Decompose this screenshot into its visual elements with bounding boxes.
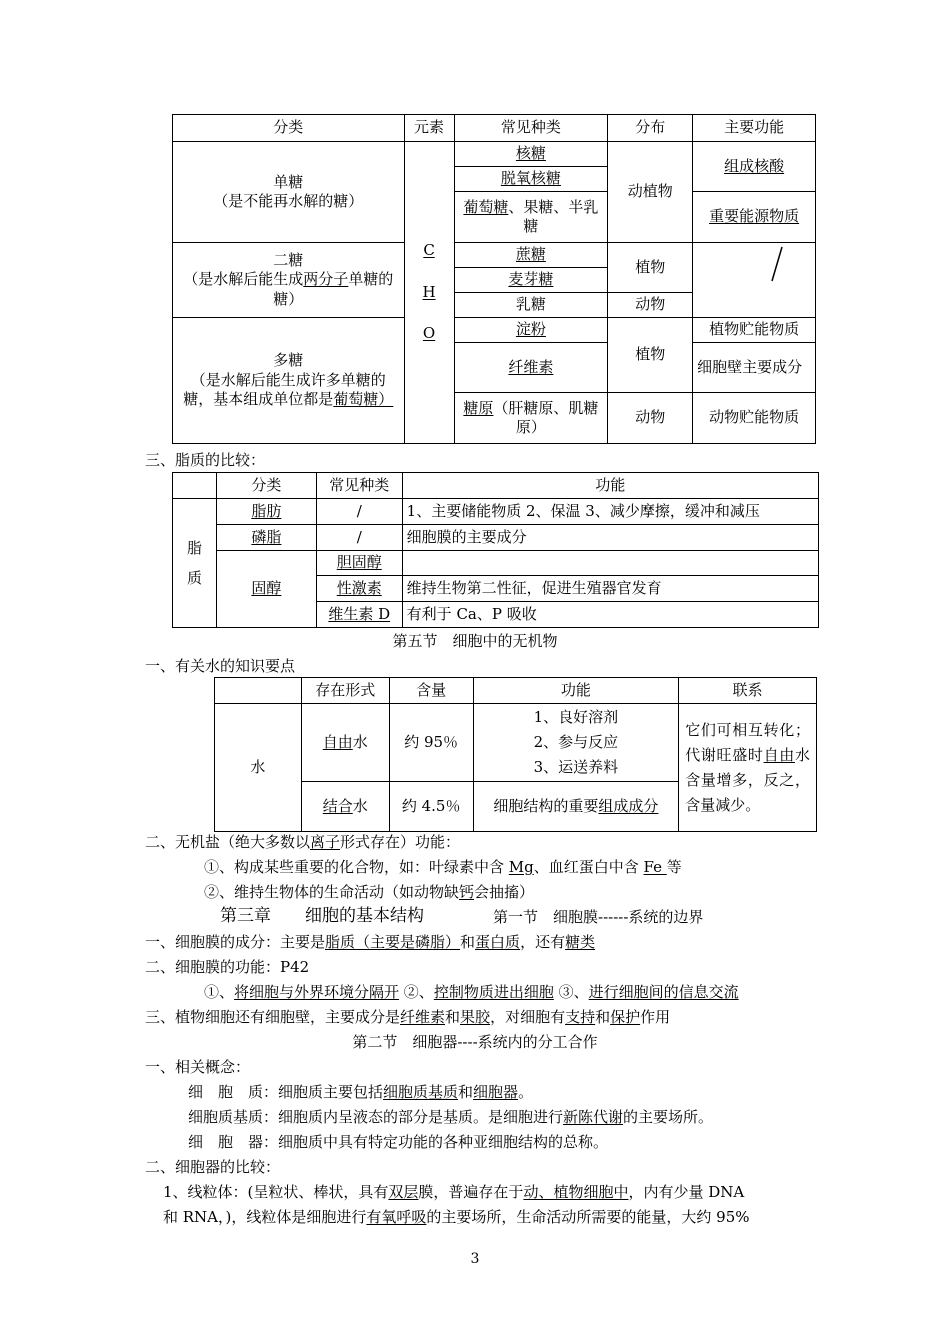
dist-plant-1: 植物 — [608, 243, 693, 293]
monosaccharide-note: （是不能再水解的糖） — [213, 192, 364, 210]
element-cell — [404, 142, 454, 444]
func-empty — [693, 243, 816, 318]
dist-plant-2: 植物 — [608, 318, 693, 393]
free-water: 自由水 — [301, 704, 389, 782]
kind-maltose: 麦芽糖 — [454, 268, 608, 293]
dist-both: 动植物 — [608, 142, 693, 243]
free-func-3: 3、运送养料 — [533, 758, 619, 776]
func-plant-store: 植物贮能物质 — [693, 318, 816, 343]
lipid-header-function: 功能 — [402, 473, 818, 499]
kind-ribose: 核糖 — [454, 142, 608, 167]
header-kind: 常见种类 — [454, 115, 608, 142]
func-energy: 重要能源物质 — [693, 192, 816, 243]
cell-wall-line: 三、植物细胞还有细胞壁，主要成分是纤维素和果胶，对细胞有支持和保护作用 — [145, 1008, 671, 1026]
func-nucleic: 组成核酸 — [693, 142, 816, 192]
water-header-function: 功能 — [473, 678, 679, 704]
bound-water-func: 细胞结构的重要组成成分 — [473, 782, 679, 832]
concept-matrix: 细胞质基质：细胞质内呈液态的部分是基质。是细胞进行新陈代谢的主要场所。 — [188, 1108, 714, 1126]
free-water-funcs — [473, 704, 679, 782]
lipid-phospholipid-func: 细胞膜的主要成分 — [402, 525, 818, 551]
free-water-amount: 约 95％ — [389, 704, 473, 782]
disaccharide-note: （是水解后能生成两分子单糖的糖） — [183, 270, 394, 308]
kind-lactose: 乳糖 — [454, 293, 608, 318]
disaccharide-name: 二糖 — [273, 250, 304, 269]
chapter3-title: 第三章 细胞的基本结构 — [220, 906, 424, 926]
water-table — [214, 677, 817, 832]
dist-animal-1: 动物 — [608, 293, 693, 318]
header-function: 主要功能 — [693, 115, 816, 142]
mitochondria-line-2: 和 RNA，)，线粒体是细胞进行有氧呼吸的主要场所，生命活动所需要的能量，大约 95% — [163, 1208, 750, 1226]
salt-item-1: ①、构成某些重要的化合物，如：叶绿素中含 Mg、血红蛋白中含 Fe 等 — [204, 858, 682, 876]
sugar-table — [172, 114, 816, 444]
concept-organelle: 细 胞 器：细胞质中具有特定功能的各种亚细胞结构的总称。 — [188, 1133, 609, 1151]
bound-water-amount: 约 4.5％ — [389, 782, 473, 832]
chapter3-section1-title: 第一节 细胞膜------系统的边界 — [493, 908, 704, 926]
page-number: 3 — [470, 1251, 480, 1267]
monosaccharide-name: 单糖 — [273, 172, 304, 191]
func-cell-wall: 细胞壁主要成分 — [693, 343, 816, 393]
lipid-table — [172, 472, 819, 628]
kind-glucose: 葡萄糖、果糖、半乳糖 — [454, 192, 608, 243]
water-header-blank — [215, 678, 302, 704]
free-func-1: 1、良好溶剂 — [533, 708, 619, 726]
element-h: H — [422, 282, 436, 301]
polysaccharide-cell — [173, 318, 405, 444]
lipid-header-blank — [173, 473, 217, 499]
water-relation: 它们可相互转化；代谢旺盛时自由水含量增多，反之，含量减少。 — [679, 704, 817, 832]
func-animal-store: 动物贮能物质 — [693, 393, 816, 444]
disaccharide-cell — [173, 243, 405, 318]
concept-cytoplasm: 细 胞 质：细胞质主要包括细胞质基质和细胞器。 — [188, 1083, 534, 1101]
lipid-phospholipid: 磷脂 — [216, 525, 316, 551]
salt-heading: 二、无机盐（绝大多数以离子形式存在）功能： — [145, 833, 461, 851]
section5-title: 第五节 细胞中的无机物 — [392, 632, 558, 650]
header-category: 分类 — [173, 115, 405, 142]
water-label: 水 — [215, 704, 302, 832]
header-distribution: 分布 — [608, 115, 693, 142]
lipid-fat: 脂肪 — [216, 499, 316, 525]
slash-mark — [768, 245, 788, 285]
salt-item-2: ②、维持生物体的生命活动（如动物缺钙会抽搐） — [204, 883, 535, 901]
water-heading: 一、有关水的知识要点 — [145, 657, 296, 675]
monosaccharide-cell — [173, 142, 405, 243]
lipid-cholesterol-func — [402, 551, 818, 576]
bound-water: 结合水 — [301, 782, 389, 832]
kind-deoxyribose: 脱氧核糖 — [454, 167, 608, 192]
membrane-functions: ①、将细胞与外界环境分隔开 ②、控制物质进出细胞 ③、进行细胞间的信息交流 — [204, 983, 739, 1001]
water-header-form: 存在形式 — [301, 678, 389, 704]
header-element: 元素 — [404, 115, 454, 142]
free-func-2: 2、参与反应 — [533, 733, 619, 751]
lipid-sex-hormone: 性激素 — [316, 576, 402, 602]
water-header-relation: 联系 — [679, 678, 817, 704]
lipid-vitamin-d: 维生素 D — [316, 602, 402, 628]
kind-sucrose: 蔗糖 — [454, 243, 608, 268]
kind-glycogen: 糖原（肝糖原、肌糖原） — [454, 393, 608, 444]
lipid-vitamin-d-func: 有利于 Ca、P 吸收 — [402, 602, 818, 628]
water-header-amount: 含量 — [389, 678, 473, 704]
lipid-fat-func: 1、主要储能物质 2、保温 3、减少摩擦，缓冲和减压 — [402, 499, 818, 525]
lipid-header-kind: 常见种类 — [316, 473, 402, 499]
element-o: O — [422, 324, 436, 343]
lipid-cholesterol: 胆固醇 — [316, 551, 402, 576]
lipid-sex-hormone-func: 维持生物第二性征，促进生殖器官发育 — [402, 576, 818, 602]
kind-starch: 淀粉 — [454, 318, 608, 343]
concepts-heading: 一、相关概念： — [145, 1058, 251, 1076]
lipid-phospholipid-kind: / — [316, 525, 402, 551]
organelle-compare-heading: 二、细胞器的比较： — [145, 1158, 281, 1176]
mitochondria-line-1: 1、线粒体：(呈粒状、棒状，具有双层膜，普遍存在于动、植物细胞中，内有少量 DNA — [163, 1183, 745, 1201]
polysaccharide-name: 多糖 — [273, 351, 304, 370]
lipid-sterol: 固醇 — [216, 551, 316, 628]
kind-cellulose: 纤维素 — [454, 343, 608, 393]
lipid-heading: 三、脂质的比较： — [145, 451, 266, 469]
lipid-header-category: 分类 — [216, 473, 316, 499]
polysaccharide-note: （是水解后能生成许多单糖的糖，基本组成单位都是葡萄糖） — [183, 370, 394, 409]
dist-animal-2: 动物 — [608, 393, 693, 444]
membrane-functions-heading: 二、细胞膜的功能：P42 — [145, 958, 310, 976]
membrane-components: 一、细胞膜的成分：主要是脂质（主要是磷脂）和蛋白质，还有糖类 — [145, 933, 596, 951]
lipid-fat-kind: / — [316, 499, 402, 525]
lipid-group: 脂质 — [173, 499, 217, 628]
element-c: C — [423, 241, 435, 260]
chapter3-section2-title: 第二节 细胞器----系统内的分工合作 — [352, 1033, 598, 1051]
